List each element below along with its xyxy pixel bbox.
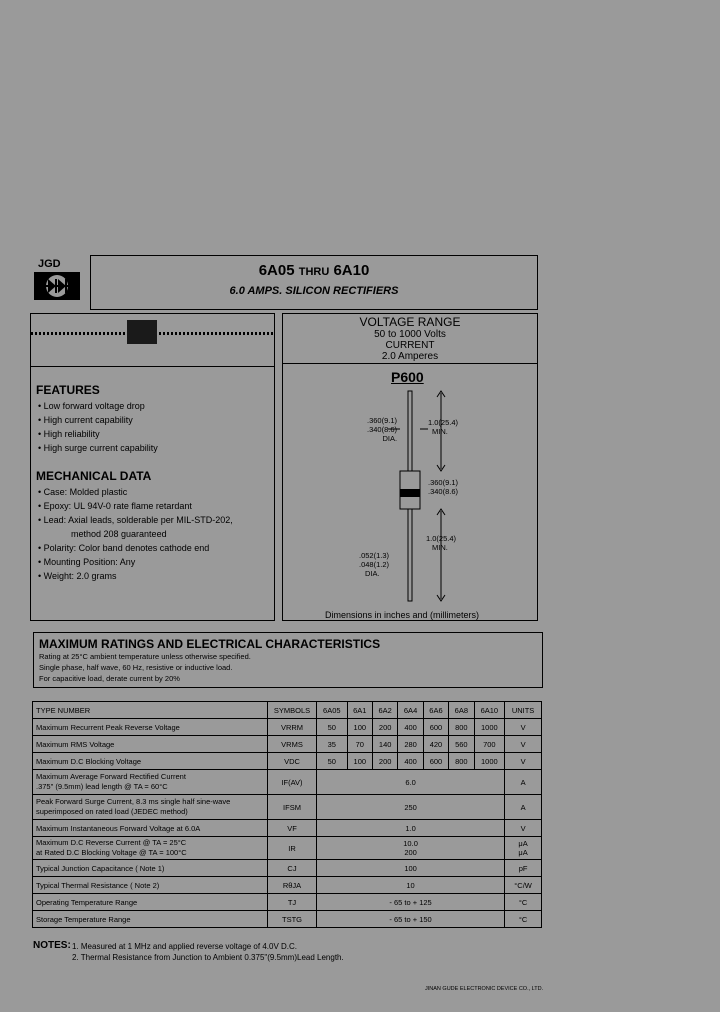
table-row: Maximum Recurrent Peak Reverse Voltage VRRM 50 100 200 400 600 800 1000 V: [33, 719, 542, 736]
notes-label: NOTES:: [33, 940, 71, 951]
list-item: • High reliability: [38, 429, 100, 439]
table-row: Typical Thermal Resistance ( Note 2) RθJA 10 °C/W: [33, 877, 542, 894]
dim-body: .360(9.1) .340(8.6): [428, 478, 459, 496]
list-item: • High surge current capability: [38, 443, 158, 453]
dim-wire: .052(1.3) .048(1.2) DIA.: [359, 551, 390, 578]
list-item: • Polarity: Color band denotes cathode end: [38, 543, 210, 553]
range-voltage: 50 to 1000 Volts: [374, 329, 446, 340]
list-item: • Case: Molded plastic: [38, 487, 128, 497]
table-row: Maximum Average Forward Rectified Current .375" (9.5mm) lead length @ TA = 60°C IF(AV) 6.0 A: [33, 770, 542, 795]
table-row: Storage Temperature Range TSTG - 65 to + 150 °C: [33, 911, 542, 928]
table-row: Peak Forward Surge Current, 8.3 ms single half sine-wave superimposed on rated load (JEDEC method) IFSM 250 A: [33, 795, 542, 820]
ratings-box: [33, 632, 543, 688]
diode-logo-icon: [34, 272, 80, 300]
dim-lead-top: .360(9.1) .340(8.6) DIA.: [367, 416, 398, 443]
table-row: Typical Junction Capacitance ( Note 1) CJ 100 pF: [33, 860, 542, 877]
dimensions-caption: Dimensions in inches and (millimeters): [325, 610, 480, 620]
range-block: [283, 314, 537, 362]
table-row: Operating Temperature Range TJ - 65 to + 125 °C: [33, 894, 542, 911]
mechanical-list: [38, 485, 233, 583]
ratings-line: Rating at 25°C ambient temperature unless otherwise specified.: [39, 652, 251, 661]
table-header-row: TYPE NUMBER SYMBOLS 6A05 6A1 6A2 6A4 6A6 6A8 6A10 UNITS: [33, 702, 542, 719]
list-item: • High current capability: [38, 415, 133, 425]
range-heading: VOLTAGE RANGE: [359, 315, 461, 329]
note-1: 1. Measured at 1 MHz and applied reverse voltage of 4.0V D.C.: [72, 942, 298, 951]
ratings-line: Single phase, half wave, 60 Hz, resistive or inductive load.: [39, 663, 233, 672]
table-row: Maximum RMS Voltage VRMS 35 70 140 280 420 560 700 V: [33, 736, 542, 753]
list-item: • Epoxy: UL 94V-0 rate flame retardant: [38, 501, 192, 511]
footer-company: JINAN GUDE ELECTRONIC DEVICE CO., LTD.: [425, 986, 544, 992]
table-row: Maximum D.C Blocking Voltage VDC 50 100 200 400 600 800 1000 V: [33, 753, 542, 770]
list-item: • Weight: 2.0 grams: [38, 571, 117, 581]
ratings-heading: MAXIMUM RATINGS AND ELECTRICAL CHARACTERISTICS: [39, 637, 381, 651]
range-panel: [282, 313, 538, 621]
list-item: • Mounting Position: Any: [38, 557, 136, 567]
mechanical-heading: MECHANICAL DATA: [36, 469, 152, 483]
features-divider: [31, 366, 274, 367]
page-title: 6A05 THRU 6A10: [258, 262, 370, 279]
list-item: method 208 guaranteed: [71, 529, 167, 539]
page-subtitle: 6.0 AMPS. SILICON RECTIFIERS: [229, 285, 399, 297]
ratings-line: For capacitive load, derate current by 20%: [39, 674, 180, 683]
spec-table: [32, 701, 542, 928]
dim-length-bottom: 1.0(25.4) MIN.: [426, 534, 457, 552]
note-2: 2. Thermal Resistance from Junction to Ambient 0.375"(9.5mm)Lead Length.: [72, 953, 344, 962]
logo-text: JGD: [38, 258, 61, 270]
title-box: [90, 255, 538, 310]
list-item: • Low forward voltage drop: [38, 401, 145, 411]
package-drawing: [283, 389, 537, 619]
features-list: [38, 399, 158, 455]
range-divider: [283, 363, 537, 364]
table-row: Maximum D.C Reverse Current @ TA = 25°C at Rated D.C Blocking Voltage @ TA = 100°C IR 10.0 200 μA μA: [33, 837, 542, 860]
features-heading: FEATURES: [36, 383, 100, 397]
stamp-mark: [127, 320, 157, 344]
table-row: Maximum Instantaneous Forward Voltage at 6.0A VF 1.0 V: [33, 820, 542, 837]
range-current-value: 2.0 Amperes: [381, 351, 439, 362]
package-name: P600: [391, 369, 424, 385]
range-current-label: CURRENT: [385, 340, 435, 351]
list-item: • Lead: Axial leads, solderable per MIL-STD-202,: [38, 515, 233, 525]
dim-length-top: 1.0(25.4) MIN.: [428, 418, 459, 436]
